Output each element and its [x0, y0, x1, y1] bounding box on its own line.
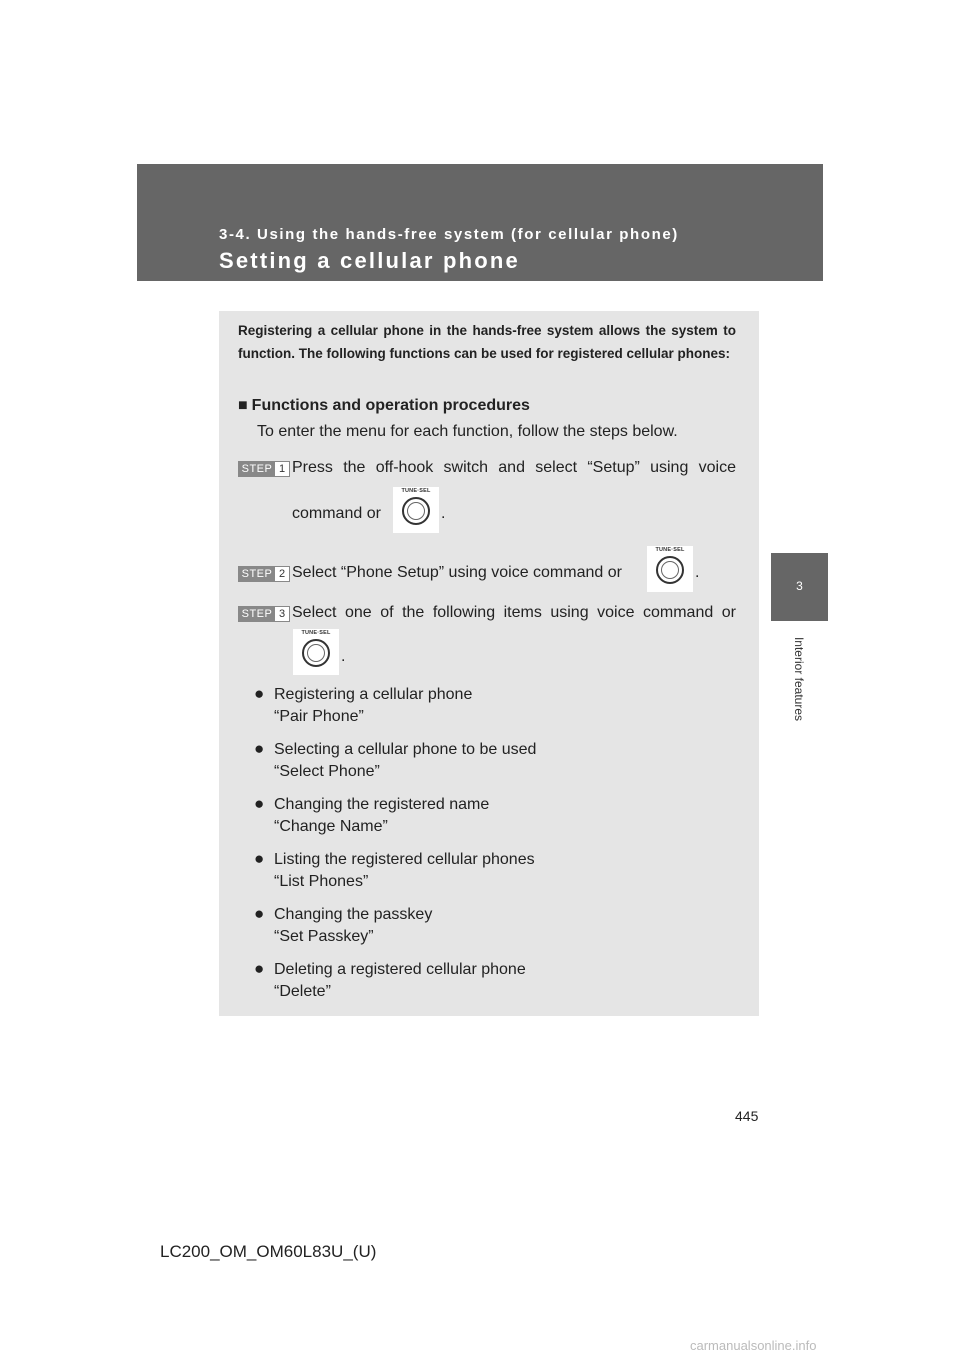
- bullet-icon: ●: [254, 684, 265, 703]
- step-text: Select “Phone Setup” using voice command or: [292, 564, 622, 581]
- item-desc: Selecting a cellular phone to be used: [274, 741, 537, 758]
- item-command: “Change Name”: [274, 818, 388, 835]
- sub-heading-text: Functions and operation procedures: [251, 397, 530, 414]
- step-1-end: .: [441, 505, 446, 522]
- item-command: “Pair Phone”: [274, 708, 364, 725]
- item-desc: Deleting a registered cellular phone: [274, 961, 526, 978]
- lead-text: To enter the menu for each function, follow the steps below.: [257, 423, 678, 440]
- sub-heading: [238, 397, 530, 415]
- chapter-label: Interior features: [792, 636, 806, 722]
- step-badge: [238, 461, 290, 477]
- step-word: STEP: [241, 568, 273, 580]
- bullet-icon: ●: [254, 794, 265, 813]
- item-desc: Changing the registered name: [274, 796, 490, 813]
- step-number: 3: [275, 607, 289, 621]
- knob-label: TUNE·SEL: [655, 547, 685, 553]
- item-command: “Delete”: [274, 983, 331, 1000]
- step-text: Press the off-hook switch and select “Setup” using voice: [292, 459, 736, 476]
- page-header: [137, 164, 823, 281]
- tune-sel-knob-icon: [393, 487, 439, 533]
- tune-sel-knob-icon: [293, 629, 339, 675]
- page-number: 445: [735, 1108, 759, 1124]
- bullet-icon: ●: [254, 849, 265, 868]
- bullet-icon: ●: [254, 959, 265, 978]
- knob-label: TUNE·SEL: [301, 630, 331, 636]
- section-label: 3-4. Using the hands-free system (for cellular phone): [219, 226, 679, 243]
- item-command: “List Phones”: [274, 873, 369, 890]
- intro-text: Registering a cellular phone in the hands-free system allows the system to function. The following functions can be used for registered cellular phones:: [238, 323, 736, 361]
- step-3-end: .: [341, 648, 346, 665]
- page-title: Setting a cellular phone: [219, 248, 520, 273]
- square-bullet-icon: ■: [238, 397, 248, 414]
- bullet-icon: ●: [254, 739, 265, 758]
- knob-label: TUNE·SEL: [401, 488, 431, 494]
- item-command: “Set Passkey”: [274, 928, 374, 945]
- item-command: “Select Phone”: [274, 763, 380, 780]
- item-desc: Listing the registered cellular phones: [274, 851, 535, 868]
- step-badge: [238, 566, 290, 582]
- item-desc: Registering a cellular phone: [274, 686, 473, 703]
- step-3: [238, 604, 736, 628]
- step-number: 1: [275, 462, 289, 476]
- step-number: 2: [275, 567, 289, 581]
- content-box: [219, 311, 759, 1016]
- step-1-continuation: command or: [292, 505, 381, 522]
- document-code: LC200_OM_OM60L83U_(U): [160, 1242, 377, 1261]
- step-text: Select one of the following items using voice command or: [292, 604, 736, 621]
- chapter-number: 3: [796, 579, 803, 593]
- step-2-end: .: [695, 564, 700, 581]
- step-word: STEP: [241, 463, 273, 475]
- bullet-icon: ●: [254, 904, 265, 923]
- watermark: carmanualsonline.info: [690, 1338, 817, 1353]
- step-word: STEP: [241, 608, 273, 620]
- step-badge: [238, 606, 290, 622]
- item-desc: Changing the passkey: [274, 906, 433, 923]
- tune-sel-knob-icon: [647, 546, 693, 592]
